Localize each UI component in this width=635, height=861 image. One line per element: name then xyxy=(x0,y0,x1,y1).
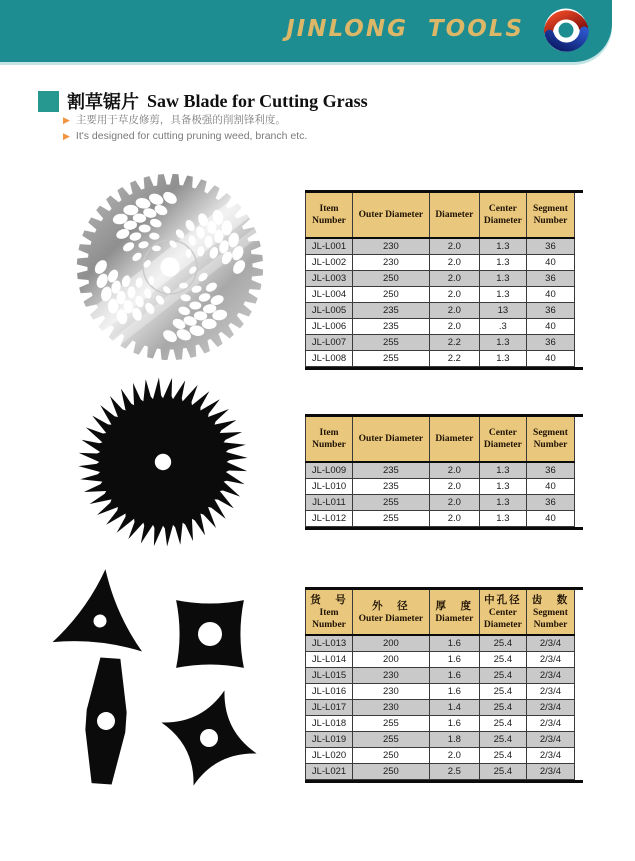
table-row xyxy=(306,462,575,479)
trimmer-blade-spec-table-3 xyxy=(305,590,575,780)
table-cell: JL-L014 xyxy=(306,652,353,668)
table-cell: 25.4 xyxy=(479,764,526,780)
table-cell: 255 xyxy=(353,716,430,732)
table-cell: 2.0 xyxy=(429,479,479,495)
table-row xyxy=(306,479,575,495)
four-point-star-blade-image xyxy=(176,600,244,668)
section-heading xyxy=(38,88,368,114)
table-cell: 25.4 xyxy=(479,635,526,652)
column-header: 货 号 Item Number xyxy=(306,590,353,635)
table-cell: 230 xyxy=(353,255,430,271)
table-cell: JL-L010 xyxy=(306,479,353,495)
table-cell: 25.4 xyxy=(479,716,526,732)
table-cell: 2.2 xyxy=(429,335,479,351)
table-cell: 25.4 xyxy=(479,732,526,748)
table-row xyxy=(306,732,575,748)
table-row xyxy=(306,716,575,732)
table-cell: 200 xyxy=(353,652,430,668)
table-cell: 40 xyxy=(526,479,574,495)
table-cell: 2/3/4 xyxy=(526,700,574,716)
table-cell: 2/3/4 xyxy=(526,732,574,748)
table-cell: 2.0 xyxy=(429,287,479,303)
feature-text-en: It's designed for cutting pruning weed, branch etc. xyxy=(75,130,308,142)
table-row xyxy=(306,511,575,527)
table-cell: 40 xyxy=(526,511,574,527)
table-cell: 255 xyxy=(353,511,430,527)
table-cell: 1.4 xyxy=(429,700,479,716)
table-cell: JL-L018 xyxy=(306,716,353,732)
feature-text-zh: 主要用于草皮修剪，具备极强的削割锋利度。 xyxy=(75,114,286,126)
table-cell: JL-L009 xyxy=(306,462,353,479)
table-cell: 250 xyxy=(353,287,430,303)
spec-table-2-wrap xyxy=(305,414,583,530)
black-toothed-saw-blade-image xyxy=(70,371,256,553)
table-cell: 1.3 xyxy=(479,462,526,479)
table-row xyxy=(306,351,575,367)
table-cell: 255 xyxy=(353,732,430,748)
red-blue-swirl-logo-icon xyxy=(540,6,592,56)
table-cell: 2.0 xyxy=(429,748,479,764)
table-cell: 235 xyxy=(353,303,430,319)
table-row xyxy=(306,635,575,652)
table-cell: JL-L020 xyxy=(306,748,353,764)
table-cell: 255 xyxy=(353,495,430,511)
table-cell: 25.4 xyxy=(479,684,526,700)
table-cell: 1.3 xyxy=(479,479,526,495)
feature-bullet-zh xyxy=(63,112,307,128)
header-banner xyxy=(0,0,612,62)
table-row xyxy=(306,684,575,700)
column-header: 中孔径 Center Diameter xyxy=(479,590,526,635)
table-cell: 13 xyxy=(479,303,526,319)
table-cell: 25.4 xyxy=(479,700,526,716)
table-cell: 40 xyxy=(526,351,574,367)
table-cell: JL-L013 xyxy=(306,635,353,652)
table-cell: 2/3/4 xyxy=(526,668,574,684)
table-cell: 1.3 xyxy=(479,351,526,367)
table-cell: 2/3/4 xyxy=(526,652,574,668)
table-cell: 2.0 xyxy=(429,511,479,527)
column-header: Center Diameter xyxy=(479,417,526,462)
bullet-arrow-icon: ▶ xyxy=(63,115,70,125)
table-cell: JL-L012 xyxy=(306,511,353,527)
table-row xyxy=(306,271,575,287)
table-cell: JL-L004 xyxy=(306,287,353,303)
table-cell: 2/3/4 xyxy=(526,635,574,652)
table-row xyxy=(306,652,575,668)
table-row xyxy=(306,764,575,780)
saw-blade-spec-table-1 xyxy=(305,193,575,367)
table-cell: 2.0 xyxy=(429,271,479,287)
table-cell: 2.0 xyxy=(429,255,479,271)
table-cell: 1.3 xyxy=(479,271,526,287)
column-header: 厚 度 Diameter xyxy=(429,590,479,635)
table-cell: JL-L017 xyxy=(306,700,353,716)
section-title-en: Saw Blade for Cutting Grass xyxy=(147,90,368,111)
table-cell: 2/3/4 xyxy=(526,716,574,732)
table-cell: 36 xyxy=(526,303,574,319)
column-header: 齿 数 Segment Number xyxy=(526,590,574,635)
column-header: 外 径 Outer Diameter xyxy=(353,590,430,635)
bullet-arrow-icon: ▶ xyxy=(63,131,70,141)
column-header: Outer Diameter xyxy=(353,417,430,462)
column-header: Outer Diameter xyxy=(353,193,430,238)
table-cell: 2/3/4 xyxy=(526,764,574,780)
table-cell: 2.0 xyxy=(429,238,479,255)
table-cell: 255 xyxy=(353,335,430,351)
table-cell: 230 xyxy=(353,700,430,716)
feature-bullets xyxy=(63,112,307,144)
table-cell: JL-L021 xyxy=(306,764,353,780)
table-cell: 250 xyxy=(353,748,430,764)
table-row xyxy=(306,335,575,351)
table-cell: 1.3 xyxy=(479,255,526,271)
three-point-blade-image xyxy=(53,566,151,652)
table-cell: 2.5 xyxy=(429,764,479,780)
table-row xyxy=(306,287,575,303)
column-header: Diameter xyxy=(429,417,479,462)
table-cell: JL-L003 xyxy=(306,271,353,287)
table-cell: 1.6 xyxy=(429,652,479,668)
table-cell: 235 xyxy=(353,319,430,335)
table-cell: 2.0 xyxy=(429,319,479,335)
table-cell: 2/3/4 xyxy=(526,748,574,764)
table-cell: 235 xyxy=(353,479,430,495)
table-cell: 230 xyxy=(353,684,430,700)
table-row xyxy=(306,668,575,684)
table-cell: 25.4 xyxy=(479,748,526,764)
table-cell: JL-L006 xyxy=(306,319,353,335)
spec-table-3-wrap xyxy=(305,587,583,783)
table-cell: 1.3 xyxy=(479,511,526,527)
table-cell: 250 xyxy=(353,271,430,287)
table-cell: 1.6 xyxy=(429,716,479,732)
table-cell: 36 xyxy=(526,271,574,287)
table-cell: 250 xyxy=(353,764,430,780)
column-header: Item Number xyxy=(306,193,353,238)
shuriken-blade-image xyxy=(161,690,256,785)
table-cell: 235 xyxy=(353,462,430,479)
table-cell: 1.3 xyxy=(479,335,526,351)
column-header: Segment Number xyxy=(526,193,574,238)
section-title-zh: 割草锯片 xyxy=(67,92,139,113)
brand-title: JINLONG TOOLS xyxy=(286,16,524,42)
table-row xyxy=(306,319,575,335)
column-header: Diameter xyxy=(429,193,479,238)
table-cell: 40 xyxy=(526,255,574,271)
table-cell: JL-L015 xyxy=(306,668,353,684)
trimmer-blades-set-image xyxy=(42,566,292,811)
table-cell: 2/3/4 xyxy=(526,684,574,700)
table-cell: 1.3 xyxy=(479,495,526,511)
table-cell: 2.0 xyxy=(429,462,479,479)
table-cell: 36 xyxy=(526,238,574,255)
table-cell: 255 xyxy=(353,351,430,367)
feature-bullet-en xyxy=(63,128,307,144)
table-row xyxy=(306,255,575,271)
table-cell: 230 xyxy=(353,238,430,255)
saw-blade-spec-table-2 xyxy=(305,417,575,527)
table-cell: 2.0 xyxy=(429,303,479,319)
table-cell: JL-L019 xyxy=(306,732,353,748)
table-cell: 25.4 xyxy=(479,652,526,668)
steel-circular-saw-blade-image xyxy=(74,169,266,365)
two-edge-bar-blade-image xyxy=(82,657,131,785)
table-cell: 230 xyxy=(353,668,430,684)
table-cell: 1.6 xyxy=(429,684,479,700)
table-cell: JL-L011 xyxy=(306,495,353,511)
table-cell: 40 xyxy=(526,287,574,303)
table-cell: .3 xyxy=(479,319,526,335)
table-cell: 1.3 xyxy=(479,287,526,303)
table-row xyxy=(306,495,575,511)
table-cell: 36 xyxy=(526,495,574,511)
table-cell: JL-L002 xyxy=(306,255,353,271)
column-header: Segment Number xyxy=(526,417,574,462)
section-bullet-square-icon xyxy=(38,91,59,112)
table-row xyxy=(306,748,575,764)
table-cell: JL-L008 xyxy=(306,351,353,367)
column-header: Center Diameter xyxy=(479,193,526,238)
table-row xyxy=(306,238,575,255)
table-cell: 200 xyxy=(353,635,430,652)
table-row xyxy=(306,303,575,319)
table-row xyxy=(306,700,575,716)
table-cell: JL-L016 xyxy=(306,684,353,700)
table-cell: JL-L007 xyxy=(306,335,353,351)
column-header: Item Number xyxy=(306,417,353,462)
table-cell: 1.6 xyxy=(429,635,479,652)
table-cell: 1.3 xyxy=(479,238,526,255)
table-cell: 40 xyxy=(526,319,574,335)
table-cell: 25.4 xyxy=(479,668,526,684)
table-cell: 2.2 xyxy=(429,351,479,367)
table-cell: 1.8 xyxy=(429,732,479,748)
table-cell: JL-L005 xyxy=(306,303,353,319)
spec-table-1-wrap xyxy=(305,190,583,370)
table-cell: 36 xyxy=(526,462,574,479)
table-cell: 1.6 xyxy=(429,668,479,684)
table-cell: 36 xyxy=(526,335,574,351)
table-cell: JL-L001 xyxy=(306,238,353,255)
table-cell: 2.0 xyxy=(429,495,479,511)
